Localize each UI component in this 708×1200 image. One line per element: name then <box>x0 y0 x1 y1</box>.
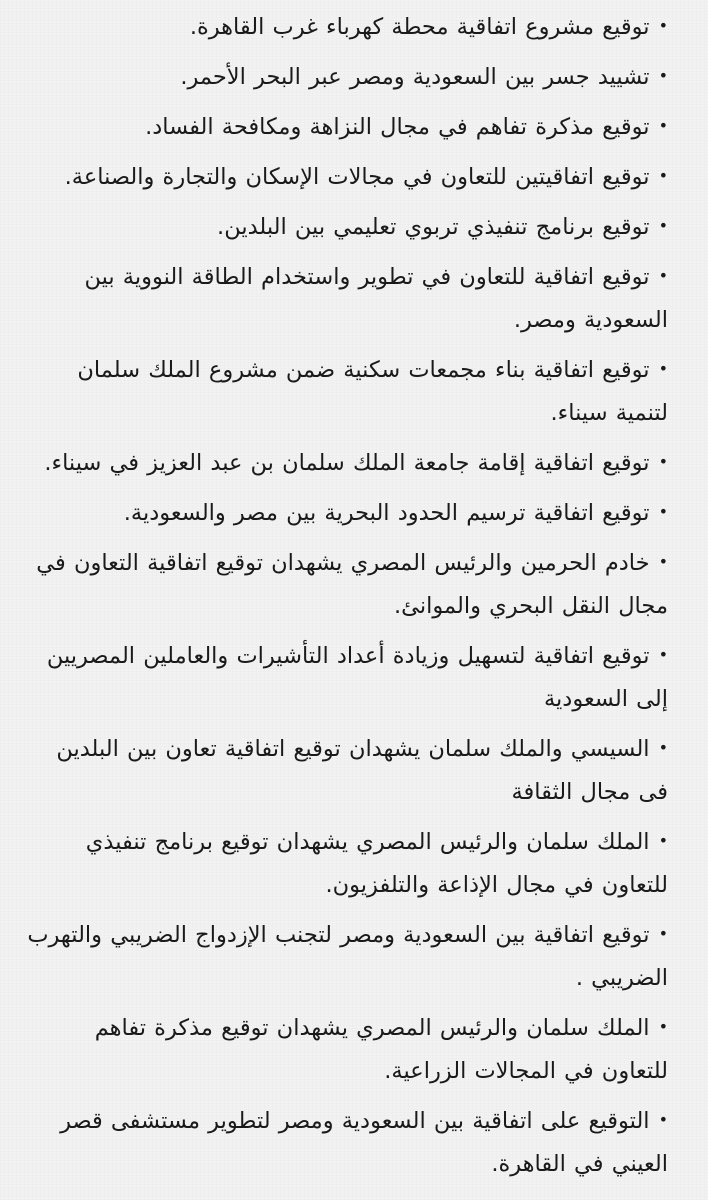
list-item <box>26 1098 668 1186</box>
bullet-icon: • <box>658 16 668 35</box>
bullet-icon: • <box>658 738 668 757</box>
list-item-text: توقيع اتفاقية بناء مجمعات سكنية ضمن مشروع الملك سلمان لتنمية سيناء. <box>77 357 668 426</box>
bullet-icon: • <box>658 166 668 185</box>
list-item <box>26 490 668 535</box>
list-item-text: الملك سلمان والرئيس المصري يشهدان توقيع برنامج تنفيذي للتعاون في مجال الإذاعة والتلفزيون. <box>85 829 668 898</box>
list-item-text: تشييد جسر بين السعودية ومصر عبر البحر الأحمر. <box>180 64 650 90</box>
list-item <box>26 819 668 907</box>
list-item <box>26 912 668 1000</box>
list-item <box>26 440 668 485</box>
list-item-text: توقيع اتفاقيتين للتعاون في مجالات الإسكان والتجارة والصناعة. <box>64 164 650 190</box>
list-item-text: التوقيع على اتفاقية بين السعودية ومصر لتطوير مستشفى قصر العيني في القاهرة. <box>60 1108 668 1177</box>
list-item-text: توقيع اتفاقية بين السعودية ومصر لتجنب الإزدواج الضريبي والتهرب الضريبي . <box>27 922 668 991</box>
list-item-text: الملك سلمان والرئيس المصري يشهدان توقيع مذكرة تفاهم للتعاون في المجالات الزراعية. <box>94 1015 668 1084</box>
list-item <box>26 347 668 435</box>
list-item <box>26 54 668 99</box>
list-item <box>26 154 668 199</box>
list-item <box>26 633 668 721</box>
list-item-text: توقيع اتفاقية إقامة جامعة الملك سلمان بن عبد العزيز في سيناء. <box>44 450 650 476</box>
list-item-text: السيسي والملك سلمان يشهدان توقيع اتفاقية تعاون بين البلدين فى مجال الثقافة <box>56 736 668 805</box>
list-item <box>26 726 668 814</box>
list-item-text: توقيع اتفاقية لتسهيل وزيادة أعداد التأشيرات والعاملين المصريين إلى السعودية <box>46 643 668 712</box>
list-item-text: خادم الحرمين والرئيس المصري يشهدان توقيع اتفاقية التعاون في مجال النقل البحري والموانئ. <box>36 550 668 619</box>
bullet-icon: • <box>658 1017 668 1036</box>
list-item <box>26 254 668 342</box>
bullet-icon: • <box>658 831 668 850</box>
list-item-text: توقيع مشروع اتفاقية محطة كهرباء غرب القاهرة. <box>189 14 650 40</box>
list-item-text: توقيع اتفاقية للتعاون في تطوير واستخدام الطاقة النووية بين السعودية ومصر. <box>84 264 668 333</box>
agreements-list <box>26 4 668 1186</box>
bullet-icon: • <box>658 924 668 943</box>
list-item-text: توقيع مذكرة تفاهم في مجال النزاهة ومكافحة الفساد. <box>145 114 650 140</box>
list-item <box>26 4 668 49</box>
bullet-icon: • <box>658 216 668 235</box>
list-item <box>26 540 668 628</box>
list-item-text: توقيع اتفاقية ترسيم الحدود البحرية بين مصر والسعودية. <box>123 500 650 526</box>
list-item <box>26 204 668 249</box>
list-item <box>26 1005 668 1093</box>
bullet-icon: • <box>658 552 668 571</box>
bullet-icon: • <box>658 502 668 521</box>
bullet-icon: • <box>658 645 668 664</box>
list-item-text: توقيع برنامج تنفيذي تربوي تعليمي بين البلدين. <box>217 214 650 240</box>
bullet-icon: • <box>658 266 668 285</box>
bullet-icon: • <box>658 116 668 135</box>
bullet-icon: • <box>658 452 668 471</box>
bullet-icon: • <box>658 359 668 378</box>
bullet-icon: • <box>658 1110 668 1129</box>
bullet-icon: • <box>658 66 668 85</box>
list-item <box>26 104 668 149</box>
